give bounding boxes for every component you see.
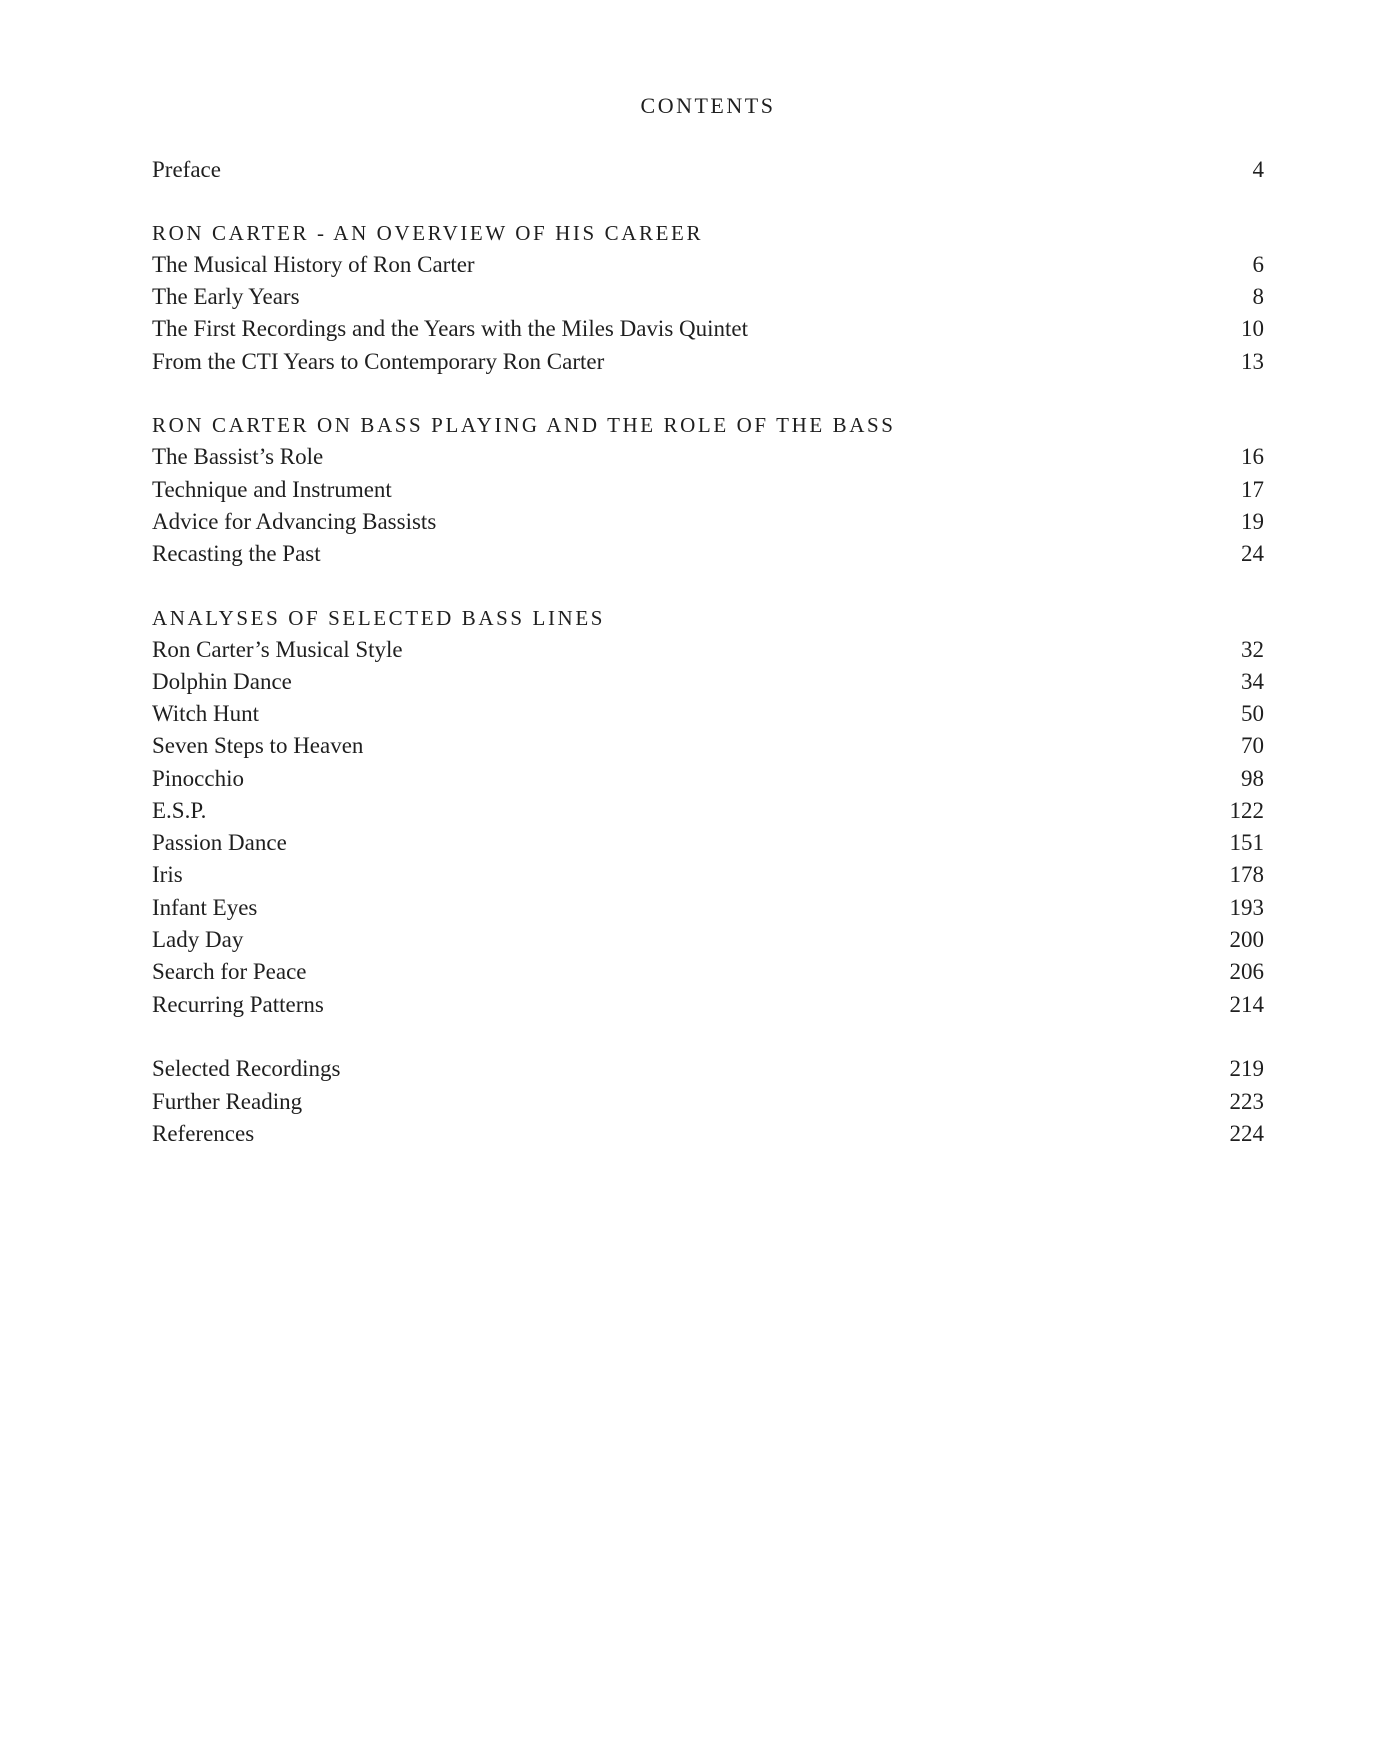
toc-entry[interactable]	[152, 825, 1264, 861]
toc-entry[interactable]	[152, 632, 1264, 668]
toc-entry-label: Search for Peace	[152, 959, 307, 984]
toc-entry[interactable]	[152, 954, 1264, 990]
toc-entry[interactable]	[152, 857, 1264, 893]
toc-entry[interactable]	[152, 890, 1264, 926]
toc-entry[interactable]	[152, 664, 1264, 700]
toc-entry-back-matter[interactable]	[152, 1116, 1264, 1152]
toc-entry-label: Recasting the Past	[152, 541, 321, 566]
toc-entry[interactable]	[152, 922, 1264, 958]
toc-page-number: 10	[1241, 316, 1264, 341]
toc-entry-label: Infant Eyes	[152, 895, 258, 920]
toc-entry[interactable]	[152, 344, 1264, 380]
toc-entry-label: Further Reading	[152, 1089, 303, 1114]
toc-page-number: 223	[1229, 1089, 1264, 1114]
toc-page-number: 17	[1241, 477, 1264, 502]
toc-entry[interactable]	[152, 793, 1264, 829]
toc-entry[interactable]	[152, 311, 1264, 347]
toc-page-number: 224	[1229, 1121, 1264, 1146]
page-title: CONTENTS	[640, 93, 776, 118]
toc-entry-label: Lady Day	[152, 927, 244, 952]
toc-page	[152, 0, 1264, 1750]
toc-entry-label: References	[152, 1121, 255, 1146]
section-heading-analyses: ANALYSES OF SELECTED BASS LINES	[152, 606, 606, 630]
toc-entry-label: The Early Years	[152, 284, 300, 309]
toc-entry-label: The Musical History of Ron Carter	[152, 252, 475, 277]
toc-entry-label: Advice for Advancing Bassists	[152, 509, 437, 534]
toc-entry-label: Preface	[152, 157, 221, 182]
toc-entry-label: The Bassist’s Role	[152, 444, 324, 469]
toc-page-number: 19	[1241, 509, 1264, 534]
toc-page-number: 34	[1241, 669, 1264, 694]
toc-page-number: 219	[1229, 1056, 1264, 1081]
toc-page-number: 24	[1241, 541, 1264, 566]
toc-entry[interactable]	[152, 247, 1264, 283]
toc-entry-label: From the CTI Years to Contemporary Ron Carter	[152, 349, 605, 374]
toc-entry-back-matter[interactable]	[152, 1051, 1264, 1087]
toc-entry[interactable]	[152, 728, 1264, 764]
section-heading-career: RON CARTER - AN OVERVIEW OF HIS CAREER	[152, 221, 704, 245]
toc-page-number: 32	[1241, 637, 1264, 662]
toc-entry-label: Technique and Instrument	[152, 477, 392, 502]
toc-entry[interactable]	[152, 696, 1264, 732]
toc-page-number: 16	[1241, 444, 1264, 469]
toc-page-number: 6	[1252, 252, 1264, 277]
toc-entry-label: Dolphin Dance	[152, 669, 292, 694]
toc-page-number: 50	[1241, 701, 1264, 726]
toc-entry-label: Witch Hunt	[152, 701, 260, 726]
toc-entry-label: Pinocchio	[152, 766, 244, 791]
toc-entry-label: E.S.P.	[152, 798, 207, 823]
toc-entry-back-matter[interactable]	[152, 1084, 1264, 1120]
toc-page-number: 98	[1241, 766, 1264, 791]
toc-page-number: 200	[1229, 927, 1264, 952]
toc-entry-preface[interactable]	[152, 152, 1264, 188]
toc-entry-label: Ron Carter’s Musical Style	[152, 637, 403, 662]
toc-entry[interactable]	[152, 439, 1264, 475]
toc-page-number: 193	[1229, 895, 1264, 920]
toc-page-number: 4	[1252, 157, 1264, 182]
toc-entry-label: Passion Dance	[152, 830, 287, 855]
toc-entry-label: Recurring Patterns	[152, 992, 324, 1017]
toc-page-number: 122	[1229, 798, 1264, 823]
toc-page-number: 214	[1229, 992, 1264, 1017]
toc-entry[interactable]	[152, 504, 1264, 540]
toc-entry[interactable]	[152, 472, 1264, 508]
section-heading-bass-playing: RON CARTER ON BASS PLAYING AND THE ROLE OF THE BASS	[152, 413, 896, 437]
toc-entry[interactable]	[152, 279, 1264, 315]
toc-page-number: 151	[1229, 830, 1264, 855]
toc-entry-label: Seven Steps to Heaven	[152, 733, 364, 758]
toc-entry-label: Selected Recordings	[152, 1056, 341, 1081]
toc-page-number: 178	[1229, 862, 1264, 887]
toc-page-number: 206	[1229, 959, 1264, 984]
toc-entry[interactable]	[152, 536, 1264, 572]
toc-entry-label: The First Recordings and the Years with the Miles Davis Quintet	[152, 316, 749, 341]
toc-entry-label: Iris	[152, 862, 183, 887]
toc-page-number: 70	[1241, 733, 1264, 758]
toc-page-number: 13	[1241, 349, 1264, 374]
toc-entry[interactable]	[152, 987, 1264, 1023]
toc-entry[interactable]	[152, 761, 1264, 797]
toc-page-number: 8	[1252, 284, 1264, 309]
